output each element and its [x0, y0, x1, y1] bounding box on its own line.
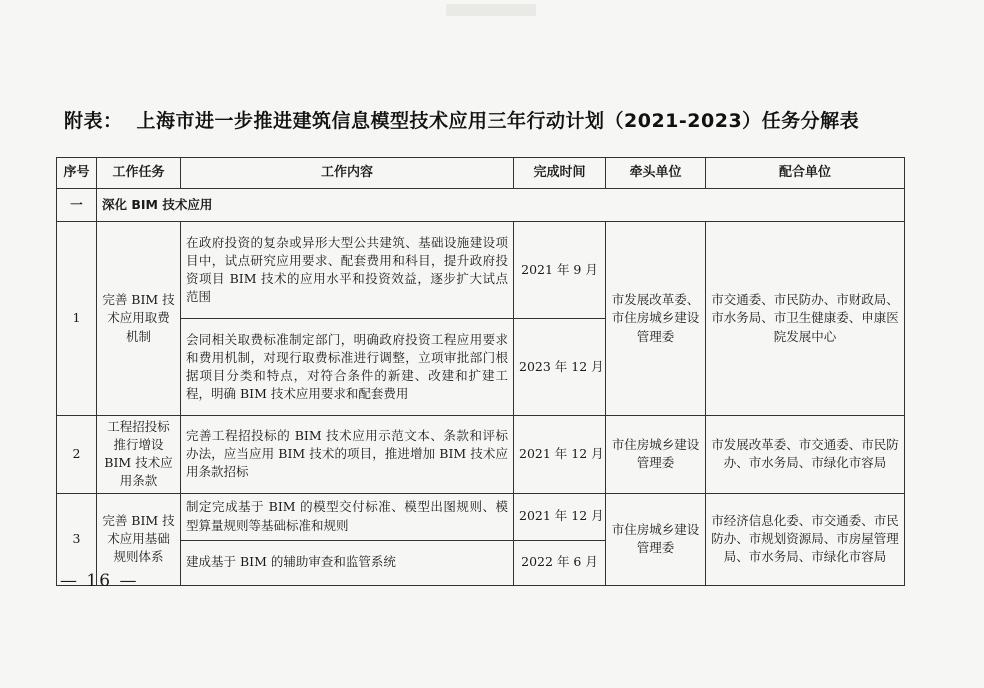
header-index: 序号: [57, 158, 97, 189]
row-time: 2021 年 12 月: [514, 416, 606, 494]
row-coop: 市交通委、市民防办、市财政局、市水务局、市卫生健康委、申康医院发展中心: [706, 222, 905, 416]
row-time: 2023 年 12 月: [514, 319, 606, 416]
header-coop: 配合单位: [706, 158, 905, 189]
row-time: 2021 年 12 月: [514, 493, 606, 540]
row-task: 完善 BIM 技术应用基础规则体系: [97, 493, 181, 585]
page-number: — 16 —: [60, 571, 139, 591]
row-index: 3: [57, 493, 97, 585]
table-row: [57, 416, 905, 494]
section-index: 一: [57, 189, 97, 222]
scan-artifact: [446, 4, 536, 16]
row-lead: 市住房城乡建设管理委: [606, 493, 706, 585]
row-lead: 市发展改革委、市住房城乡建设管理委: [606, 222, 706, 416]
header-time: 完成时间: [514, 158, 606, 189]
section-title: 深化 BIM 技术应用: [97, 189, 905, 222]
section-row: [57, 189, 905, 222]
row-content: 完善工程招投标的 BIM 技术应用示范文本、条款和评标办法，应当应用 BIM 技术的项目，推进增加 BIM 技术应用条款招标: [181, 416, 514, 494]
row-content: 在政府投资的复杂或异形大型公共建筑、基础设施建设项目中，试点研究应用要求、配套费用和科目，提升政府投资项目 BIM 技术的应用水平和投资效益，逐步扩大试点范围: [181, 222, 514, 319]
row-task: 工程招投标推行增设 BIM 技术应用条款: [97, 416, 181, 494]
row-coop: 市发展改革委、市交通委、市民防办、市水务局、市绿化市容局: [706, 416, 905, 494]
table-header-row: [57, 158, 905, 189]
row-task: 完善 BIM 技术应用取费机制: [97, 222, 181, 416]
row-index: 2: [57, 416, 97, 494]
table-row: [57, 493, 905, 540]
row-content: 会同相关取费标准制定部门，明确政府投资工程应用要求和费用机制，对现行取费标准进行调整，立项审批部门根据项目分类和特点，对符合条件的新建、改建和扩建工程，明确 BIM 技术应用要求和配套费用: [181, 319, 514, 416]
row-coop: 市经济信息化委、市交通委、市民防办、市规划资源局、市房屋管理局、市水务局、市绿化市容局: [706, 493, 905, 585]
title-prefix: 附表：: [64, 110, 123, 132]
header-content: 工作内容: [181, 158, 514, 189]
title-text: 上海市进一步推进建筑信息模型技术应用三年行动计划（2021-2023）任务分解表: [136, 110, 860, 132]
task-breakdown-table: [56, 157, 905, 586]
row-time: 2021 年 9 月: [514, 222, 606, 319]
header-task: 工作任务: [97, 158, 181, 189]
table-row: [57, 222, 905, 319]
row-index: 1: [57, 222, 97, 416]
row-lead: 市住房城乡建设管理委: [606, 416, 706, 494]
row-content: 建成基于 BIM 的辅助审查和监管系统: [181, 540, 514, 585]
header-lead: 牵头单位: [606, 158, 706, 189]
row-content: 制定完成基于 BIM 的模型交付标准、模型出图规则、模型算量规则等基础标准和规则: [181, 493, 514, 540]
document-title: [64, 106, 859, 133]
row-time: 2022 年 6 月: [514, 540, 606, 585]
